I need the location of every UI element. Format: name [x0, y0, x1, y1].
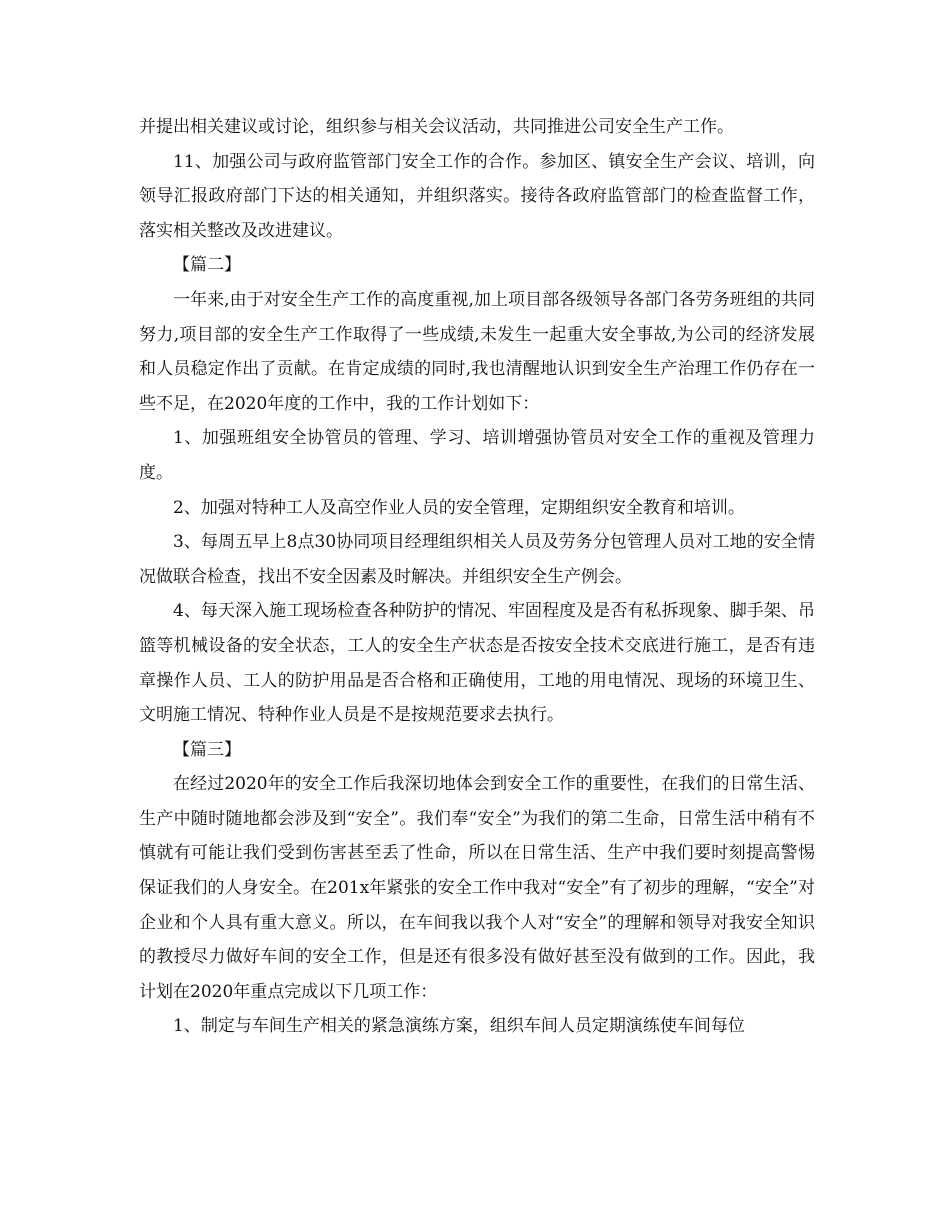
paragraph-part-two-intro: 一年来,由于对安全生产工作的高度重视,加上项目部各级领导各部门各劳务班组的共同努力,项目部的安全生产工作取得了一些成绩,未发生一起重大安全事故,为公司的经济发展和人员稳定作出了贡献。在肯定成绩的同时,我也清醒地认识到安全生产治理工作仍存在一些不足，在2020年度的工作中，我的工作计划如下：: [139, 289, 815, 414]
paragraph-part-three-item-1: 1、制定与车间生产相关的紧急演练方案，组织车间人员定期演练使车间每位: [173, 1016, 745, 1037]
section-heading-part-two: 【篇二】: [173, 255, 241, 276]
section-heading-part-three: 【篇三】: [173, 739, 241, 760]
paragraph-part-two-item-4: 4、每天深入施工现场检查各种防护的情况、牢固程度及是否有私拆现象、脚手架、吊篮等机械设备的安全状态，工人的安全生产状态是否按安全技术交底进行施工，是否有违章操作人员、工人的防护用品是否合格和正确使用，工地的用电情况、现场的环境卫生、文明施工情况、特种作业人员是不是按规范要求去执行。: [139, 601, 815, 726]
paragraph-item-11: 11、加强公司与政府监管部门安全工作的合作。参加区、镇安全生产会议、培训，向领导汇报政府部门下达的相关通知，并组织落实。接待各政府监管部门的检查监督工作，落实相关整改及改进建议。: [139, 151, 815, 241]
paragraph-part-two-item-3: 3、每周五早上8点30协同项目经理组织相关人员及劳务分包管理人员对工地的安全情况做联合检查，找出不安全因素及时解决。并组织安全生产例会。: [139, 532, 815, 587]
paragraph-part-two-item-2: 2、加强对特种工人及高空作业人员的安全管理，定期组织安全教育和培训。: [173, 497, 745, 518]
document-body: [139, 110, 815, 1044]
paragraph-part-two-item-1: 1、加强班组安全协管员的管理、学习、培训增强协管员对安全工作的重视及管理力度。: [139, 428, 815, 483]
paragraph-continuation: 并提出相关建议或讨论，组织参与相关会议活动，共同推进公司安全生产工作。: [139, 117, 734, 137]
paragraph-part-three-intro: 在经过2020年的安全工作后我深切地体会到安全工作的重要性，在我们的日常生活、生产中随时随地都会涉及到“安全”。我们奉“安全”为我们的第二生命，日常生活中稍有不慎就有可能让我们受到伤害甚至丢了性命，所以在日常生活、生产中我们要时刻提高警惕保证我们的人身安全。在201x年紧张的安全工作中我对“安全”有了初步的理解，“安全”对企业和个人具有重大意义。所以，在车间我以我个人对“安全”的理解和领导对我安全知识的教授尽力做好车间的安全工作，但是还有很多没有做好甚至没有做到的工作。因此，我计划在2020年重点完成以下几项工作：: [139, 774, 815, 1002]
